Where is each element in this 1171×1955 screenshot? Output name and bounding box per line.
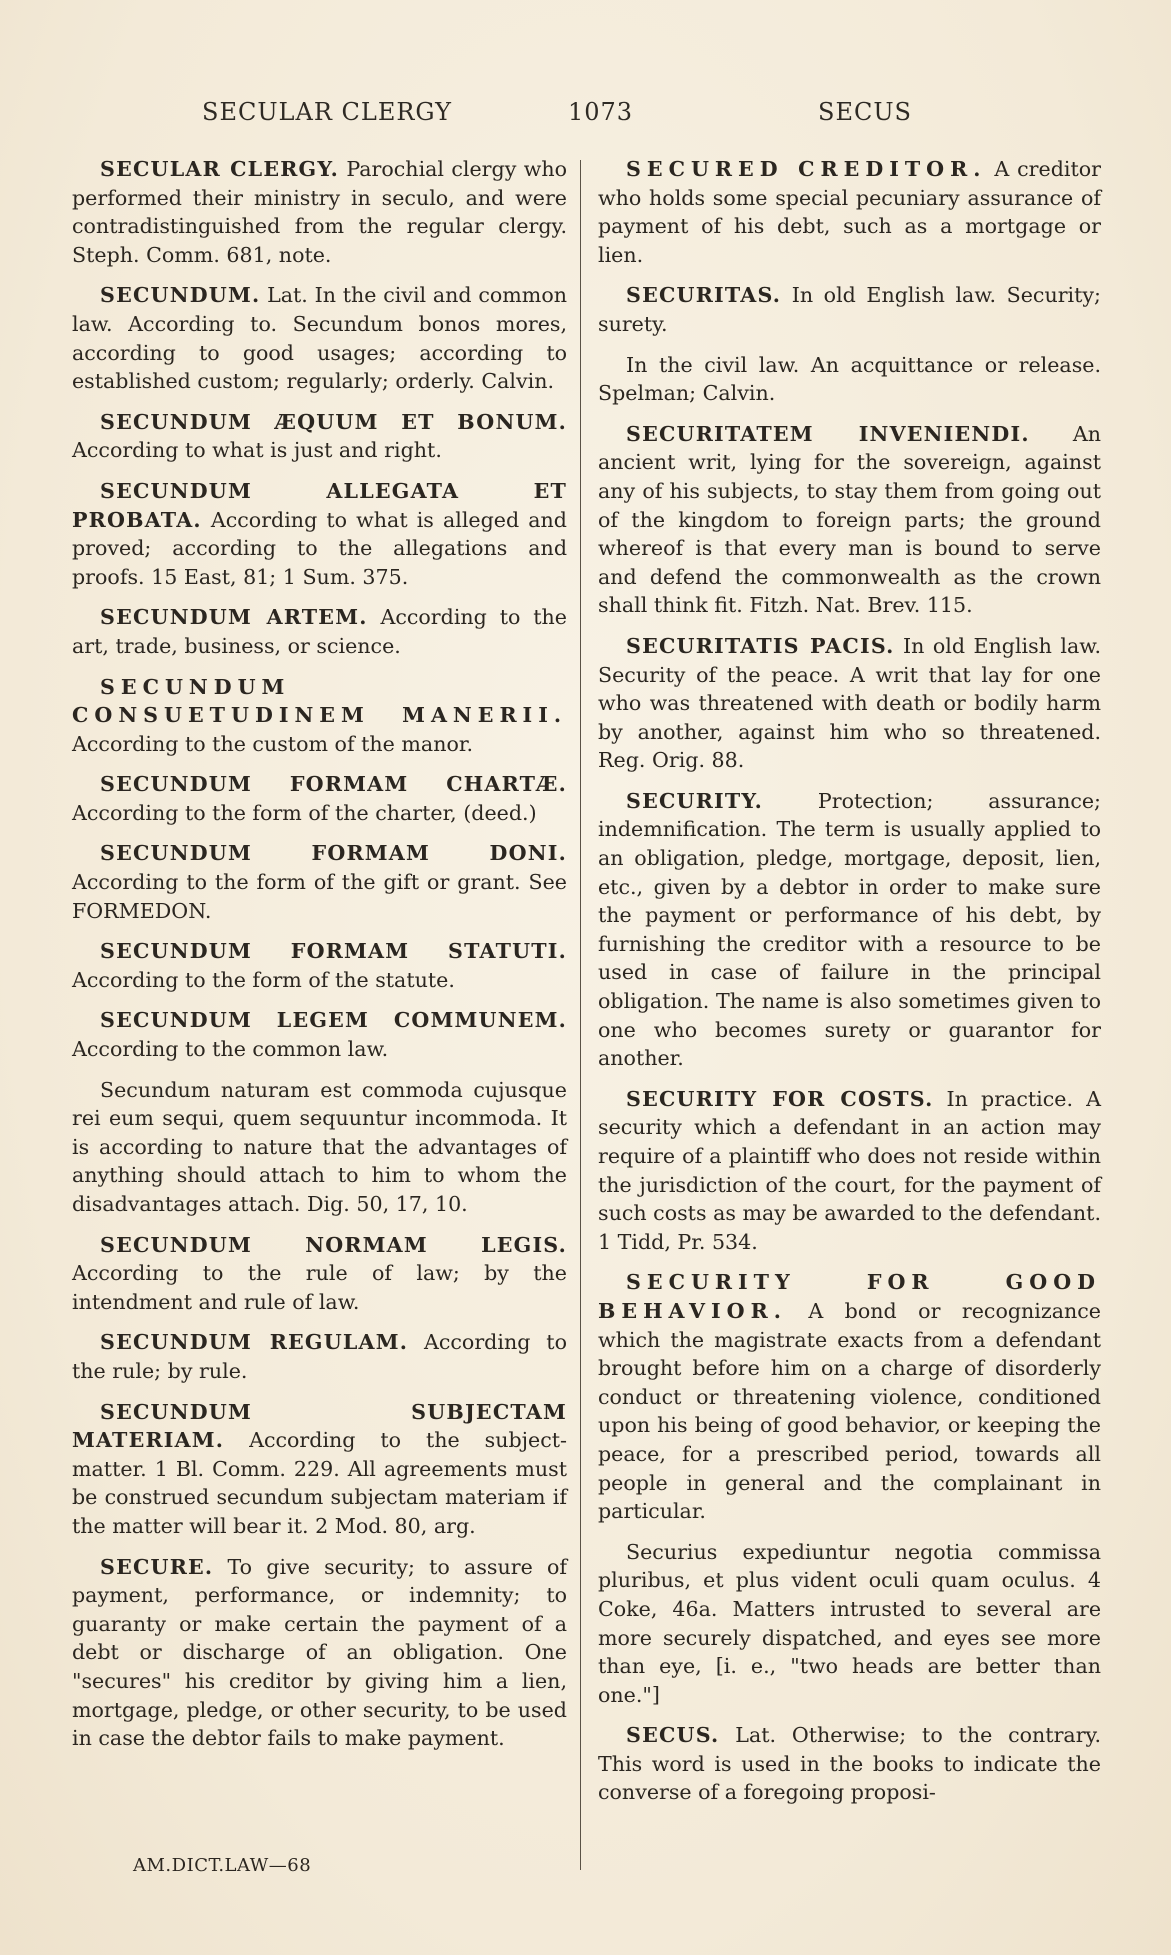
entry-definition: Protection; assurance; indemnification. The term is usually applied to an obligation, pledge, mortgage, deposit, lien, etc., given by a debtor in order to make sure the payment or performance of his debt, by furnishing the creditor with a resource to be used in case of failure in the principal obligation. The name is also sometimes given to one who becomes surety or guarantor for another. [598, 788, 1101, 1071]
entry-definition: According to the form of the charter, (deed.) [72, 800, 537, 825]
entry-definition: Lat. In the civil and common law. According to. Secundum bonos mores, according to good usages; according to established custom; regularly; orderly. Calvin. [72, 283, 567, 394]
signature-mark: AM.DICT.LAW—68 [133, 1855, 312, 1876]
entry [598, 420, 1101, 620]
entry-headword: SECUNDUM CONSUETUDINEM MANERII. [72, 674, 567, 728]
entry-definition: In old English law. Security of the peace. A writ that lay for one who was threatened with death or bodily harm by another, against him who so threatened. Reg. Orig. 88. [598, 633, 1101, 773]
entry-definition: According to the subject-matter. 1 Bl. Comm. 229. All agreements must be construed secundum subjectam materiam if the matter will bear it. 2 Mod. 80, arg. [72, 1428, 567, 1538]
header-left-guide-word: SECULAR CLERGY [202, 98, 453, 126]
entry [72, 673, 567, 759]
entry-headword: SECUNDUM ÆQUUM ET BONUM. [100, 409, 567, 434]
entry [72, 281, 567, 395]
entry-definition: In the civil law. An acquittance or release. Spelman; Calvin. [598, 352, 1101, 406]
left-column [72, 155, 567, 1765]
entry [72, 1398, 567, 1541]
entry-headword: SECUNDUM NORMAM LEGIS. [100, 1232, 567, 1257]
entry-headword: SECURITAS. [626, 283, 782, 308]
entry-definition: In old English law. Security; surety. [598, 283, 1101, 336]
entry [598, 632, 1101, 775]
entry-headword: SECURE. [100, 1554, 214, 1579]
entry-headword: SECUNDUM ARTEM. [100, 605, 368, 630]
entry [598, 1721, 1101, 1807]
entry [72, 1553, 567, 1753]
entry-headword: SECURITY FOR GOOD BEHAVIOR. [598, 1270, 1101, 1323]
entry-headword: SECUNDUM ALLEGATA ET PROBATA. [72, 478, 567, 532]
entry-headword: SECURITATEM INVENIENDI. [626, 421, 1030, 446]
entry [72, 1006, 567, 1063]
entry-definition: In practice. A security which a defendant in an action may require of a plaintiff who does not reside within the jurisdiction of the court, for the payment of such costs as may be awarded to the defendant. 1 Tidd, Pr. 534. [598, 1086, 1101, 1254]
right-column [598, 155, 1101, 1819]
entry-headword: SECUNDUM REGULAM. [100, 1330, 409, 1355]
entry-definition: According to the form of the statute. [72, 967, 455, 992]
entry-headword: SECUS. [626, 1723, 720, 1748]
entry-definition: According to what is just and right. [72, 438, 442, 463]
entry [72, 603, 567, 660]
entry-headword: SECURED CREDITOR. [626, 157, 987, 181]
entry-definition: Lat. Otherwise; to the contrary. This word is used in the books to indicate the converse of a foregoing proposi- [598, 1723, 1101, 1805]
column-divider [580, 160, 581, 1870]
entry [72, 937, 567, 994]
page-number: 1073 [568, 98, 634, 126]
entry-definition: An ancient writ, lying for the sovereign, against any of his subjects, to stay them from going out of the kingdom to foreign parts; the ground whereof is that every man is bound to serve and defend the commonwealth as the crown shall think fit. Fitzh. Nat. Brev. 115. [598, 421, 1102, 618]
entry-definition: To give security; to assure of payment, performance, or indemnity; to guaranty or make certain the payment of a debt or discharge of an obligation. One "secures" his creditor by giving him a lien, mortgage, pledge, or other security, to be used in case the debtor fails to make payment. [72, 1554, 567, 1751]
maxim-entry [72, 1076, 567, 1219]
entry-definition: According to the custom of the manor. [72, 731, 473, 756]
entry-definition: According to the form of the gift or grant. See FORMEDON. [72, 870, 567, 923]
entry [598, 155, 1101, 269]
entry-headword: SECUNDUM SUBJECTAM MATERIAM. [72, 1399, 567, 1453]
entry-definition: Parochial clergy who performed their ministry in seculo, and were contradistinguished from the regular clergy. Steph. Comm. 681, note. [72, 157, 567, 267]
entry-headword: SECUNDUM FORMAM STATUTI. [100, 939, 567, 964]
entry-definition: According to the common law. [72, 1037, 389, 1062]
entry [598, 787, 1101, 1073]
entry [598, 1085, 1101, 1257]
entry [72, 1231, 567, 1317]
entry-headword: SECURITATIS PACIS. [626, 633, 895, 658]
running-header [0, 98, 1171, 138]
entry-headword: SECURITY FOR COSTS. [626, 1086, 934, 1111]
entry [72, 408, 567, 465]
entry-definition: According to the art, trade, business, or science. [72, 605, 567, 658]
entry-definition: According to the rule; by rule. [72, 1330, 567, 1383]
entry-headword: SECULAR CLERGY. [100, 157, 339, 181]
entry [72, 155, 567, 269]
entry-definition: Securius expediuntur negotia commissa pluribus, et plus vident oculi quam oculus. 4 Coke, 46a. Matters intrusted to several are more securely dispatched, and eyes see more than eye, [i. e., "two heads are better than one."] [598, 1539, 1101, 1707]
header-right-guide-word: SECUS [818, 98, 912, 126]
entry-headword: SECUNDUM FORMAM CHARTÆ. [100, 772, 567, 797]
maxim-entry [598, 1538, 1101, 1710]
entry-headword: SECUNDUM LEGEM COMMUNEM. [100, 1008, 567, 1033]
entry-headword: SECUNDUM FORMAM DONI. [100, 841, 567, 866]
entry-definition: A creditor who holds some special pecuniary assurance of payment of his debt, such as a mortgage or lien. [598, 157, 1101, 267]
entry [72, 770, 567, 827]
entry [598, 281, 1101, 338]
entry [72, 477, 567, 591]
entry-headword: SECUNDUM. [100, 283, 261, 308]
entry [72, 839, 567, 925]
entry-headword: SECURITY. [626, 788, 764, 813]
entry-definition: According to the rule of law; by the intendment and rule of law. [72, 1261, 567, 1314]
entry-definition: Secundum naturam est commoda cujusque rei eum sequi, quem sequuntur incommoda. It is according to nature that the advantages of anything should attach to him to whom the disadvantages attach. Dig. 50, 17, 10. [72, 1077, 567, 1216]
entry [72, 1328, 567, 1385]
entry [598, 1268, 1101, 1525]
entry-definition: A bond or recognizance which the magistrate exacts from a defendant brought before him on a charge of disorderly conduct or threatening violence, conditioned upon his being of good behavior, or keeping the peace, for a prescribed period, towards all people in general and the complainant in particular. [598, 1298, 1101, 1524]
entry [598, 351, 1101, 408]
entry-definition: According to what is alleged and proved; according to the allegations and proofs. 15 East, 81; 1 Sum. 375. [72, 507, 567, 589]
